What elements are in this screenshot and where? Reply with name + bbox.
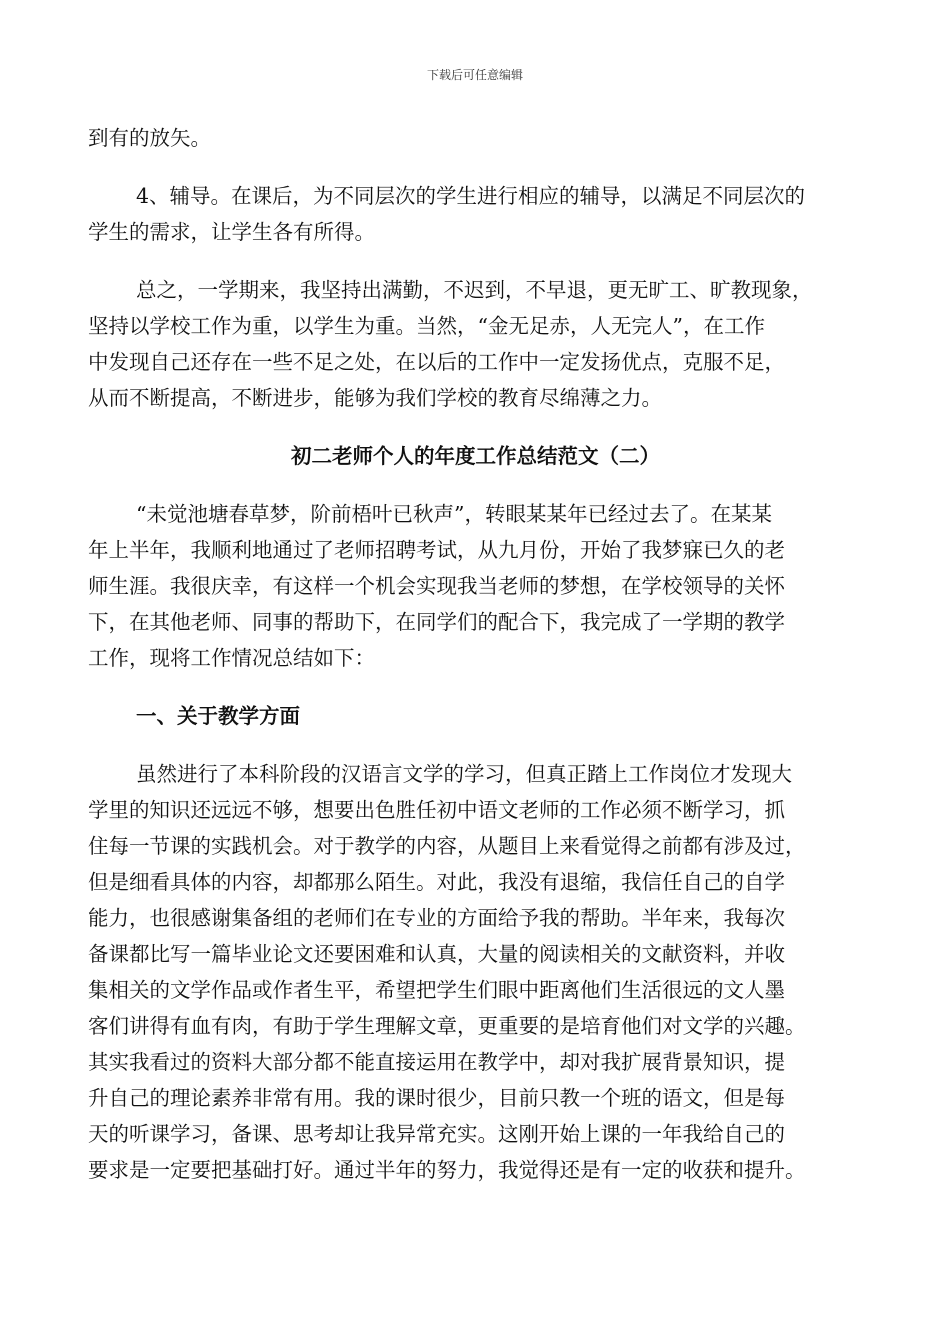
text-line: 客们讲得有血有肉，有助于学生理解文章，更重要的是培育他们对文学的兴趣。 — [88, 1014, 806, 1038]
paragraph-3 — [88, 272, 863, 416]
text-line: 下，在其他老师、同事的帮助下，在同学们的配合下，我完成了一学期的教学 — [88, 610, 785, 634]
paragraph-1 — [88, 120, 863, 156]
subsection-heading: 一、关于教学方面 — [136, 704, 300, 728]
text-line: 学生的需求，让学生各有所得。 — [88, 220, 375, 244]
text-line: 能力，也很感谢集备组的老师们在专业的方面给予我的帮助。半年来，我每次 — [88, 906, 785, 930]
text-line: 中发现自己还存在一些不足之处，在以后的工作中一定发扬优点，克服不足， — [88, 350, 785, 374]
text-line: 住每一节课的实践机会。对于教学的内容，从题目上来看觉得之前都有涉及过， — [88, 834, 806, 858]
text-line: 工作，现将工作情况总结如下： — [88, 646, 375, 670]
section-title: 初二老师个人的年度工作总结范文（二） — [291, 444, 660, 468]
text-line: 到有的放矢。 — [88, 126, 211, 150]
paragraph-5 — [88, 756, 863, 1188]
text-line: 备课都比写一篇毕业论文还要困难和认真，大量的阅读相关的文献资料，并收 — [88, 942, 785, 966]
text-line: 集相关的文学作品或作者生平，希望把学生们眼中距离他们生活很远的文人墨 — [88, 978, 785, 1002]
text-line: “未觉池塘春草梦，阶前梧叶已秋声”，转眼某某年已经过去了。在某某 — [136, 502, 772, 526]
text-line: 但是细看具体的内容，却都那么陌生。对此，我没有退缩，我信任自己的自学 — [88, 870, 785, 894]
text-line: 4、辅导。在课后，为不同层次的学生进行相应的辅导，以满足不同层次的 — [136, 184, 806, 208]
document-body — [88, 120, 863, 1210]
text-line: 其实我看过的资料大部分都不能直接运用在教学中，却对我扩展背景知识，提 — [88, 1050, 785, 1074]
text-line: 坚持以学校工作为重，以学生为重。当然，“金无足赤，人无完人”，在工作 — [88, 314, 765, 338]
text-line: 天的听课学习，备课、思考却让我异常充实。这刚开始上课的一年我给自己的 — [88, 1122, 785, 1146]
text-line: 从而不断提高，不断进步，能够为我们学校的教育尽绵薄之力。 — [88, 386, 662, 410]
text-line: 年上半年，我顺利地通过了老师招聘考试，从九月份，开始了我梦寐已久的老 — [88, 538, 785, 562]
paragraph-2 — [88, 178, 863, 250]
text-line: 要求是一定要把基础打好。通过半年的努力，我觉得还是有一定的收获和提升。 — [88, 1158, 806, 1182]
text-line: 总之，一学期来，我坚持出满勤，不迟到，不早退，更无旷工、旷教现象， — [136, 278, 813, 302]
text-line: 虽然进行了本科阶段的汉语言文学的学习，但真正踏上工作岗位才发现大 — [136, 762, 792, 786]
paragraph-4 — [88, 496, 863, 676]
text-line: 师生涯。我很庆幸，有这样一个机会实现我当老师的梦想，在学校领导的关怀 — [88, 574, 785, 598]
text-line: 学里的知识还远远不够，想要出色胜任初中语文老师的工作必须不断学习，抓 — [88, 798, 785, 822]
page-header: 下载后可任意编辑 — [426, 68, 523, 82]
text-line: 升自己的理论素养非常有用。我的课时很少，目前只教一个班的语文，但是每 — [88, 1086, 785, 1110]
